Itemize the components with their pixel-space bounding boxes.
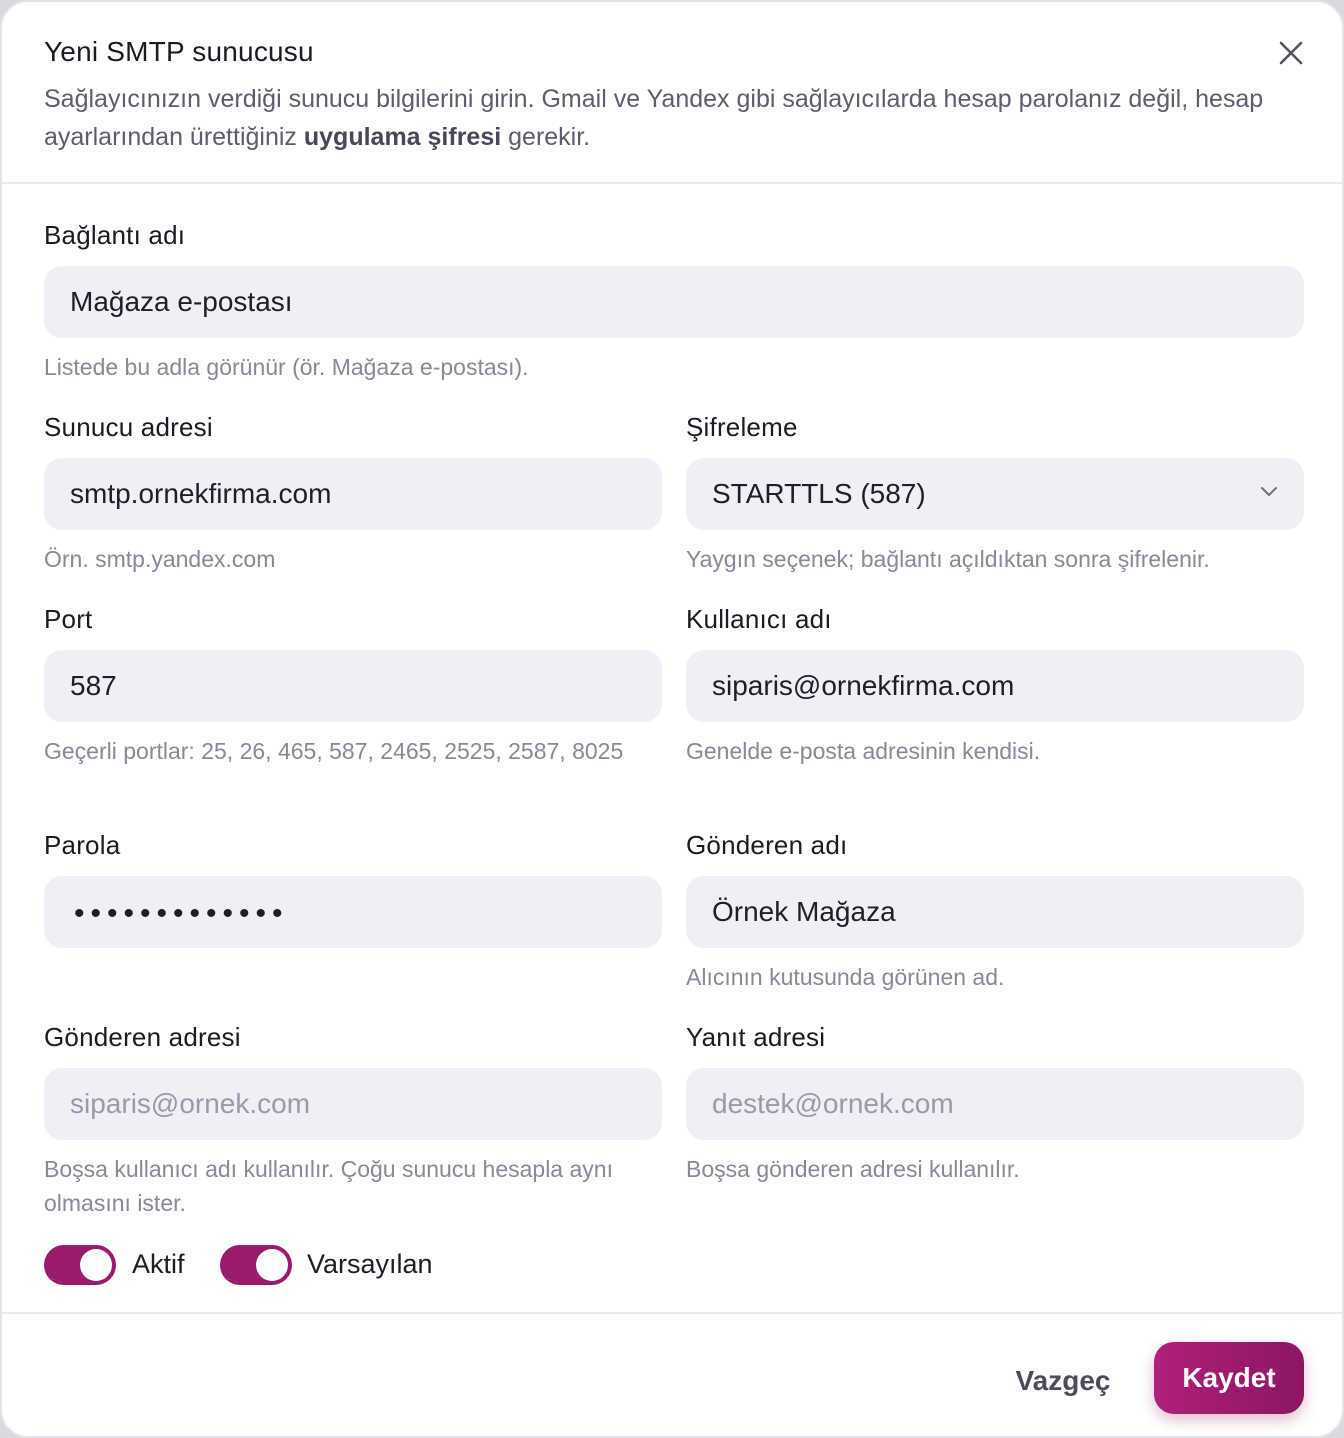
reply-address-hint: Boşsa gönderen adresi kullanılır.: [686, 1156, 1020, 1182]
password-label: Parola: [44, 830, 121, 860]
toggle-knob: [256, 1249, 288, 1281]
connection-name-input[interactable]: [44, 266, 1304, 338]
chevron-down-icon: [1260, 485, 1278, 503]
server-address-input[interactable]: [44, 458, 662, 530]
reply-address-input[interactable]: [686, 1068, 1304, 1140]
port-label: Port: [44, 604, 93, 634]
sender-name-hint: Alıcının kutusunda görünen ad.: [686, 964, 1005, 990]
toggle-knob: [80, 1249, 112, 1281]
active-toggle-label: Aktif: [132, 1249, 185, 1279]
username-hint: Genelde e-posta adresinin kendisi.: [686, 738, 1041, 764]
active-toggle[interactable]: [44, 1245, 116, 1285]
sender-name-input[interactable]: [686, 876, 1304, 948]
port-input[interactable]: [44, 650, 662, 722]
port-hint: Geçerli portlar: 25, 26, 465, 587, 2465, 2525, 2587, 8025: [44, 738, 624, 764]
server-address-hint: Örn. smtp.yandex.com: [44, 546, 276, 572]
reply-address-label: Yanıt adresi: [686, 1022, 826, 1052]
dialog-footer: [2, 1312, 1342, 1436]
encryption-hint: Yaygın seçenek; bağlantı açıldıktan sonra şifrelenir.: [686, 546, 1210, 572]
encryption-selected-value: STARTTLS (587): [712, 478, 926, 509]
sender-address-input[interactable]: [44, 1068, 662, 1140]
password-masked-value: •••••••••••••: [74, 897, 289, 930]
dialog-subtitle: [44, 80, 1264, 156]
connection-name-label: Bağlantı adı: [44, 220, 186, 250]
username-label: Kullanıcı adı: [686, 604, 832, 634]
subtitle-text-start: Sağlayıcınızın verdiği sunucu bilgilerini girin. Gmail ve Yandex gibi sağlayıcılarda hesap parolanız değil, hesap ayarlarından ürettiğiniz: [44, 85, 1264, 151]
dialog-header: [2, 2, 1342, 184]
server-address-label: Sunucu adresi: [44, 412, 213, 442]
cancel-button[interactable]: Vazgeç: [1004, 1354, 1122, 1408]
save-button[interactable]: Kaydet: [1154, 1342, 1304, 1414]
close-icon[interactable]: [1278, 40, 1304, 66]
encryption-select[interactable]: [686, 458, 1304, 530]
username-input[interactable]: [686, 650, 1304, 722]
sender-address-label: Gönderen adresi: [44, 1022, 241, 1052]
encryption-label: Şifreleme: [686, 412, 798, 442]
connection-name-hint: Listede bu adla görünür (ör. Mağaza e-postası).: [44, 354, 529, 380]
default-toggle-label: Varsayılan: [307, 1249, 433, 1279]
dialog-title: Yeni SMTP sunucusu: [44, 36, 314, 67]
password-input[interactable]: [44, 876, 662, 948]
sender-name-label: Gönderen adı: [686, 830, 848, 860]
subtitle-emphasis: uygulama şifresi: [303, 123, 502, 151]
default-toggle[interactable]: [220, 1245, 292, 1285]
subtitle-text-end: gerekir.: [501, 123, 591, 151]
sender-address-hint: Boşsa kullanıcı adı kullanılır. Çoğu sunucu hesapla aynı olmasını ister.: [44, 1156, 613, 1216]
